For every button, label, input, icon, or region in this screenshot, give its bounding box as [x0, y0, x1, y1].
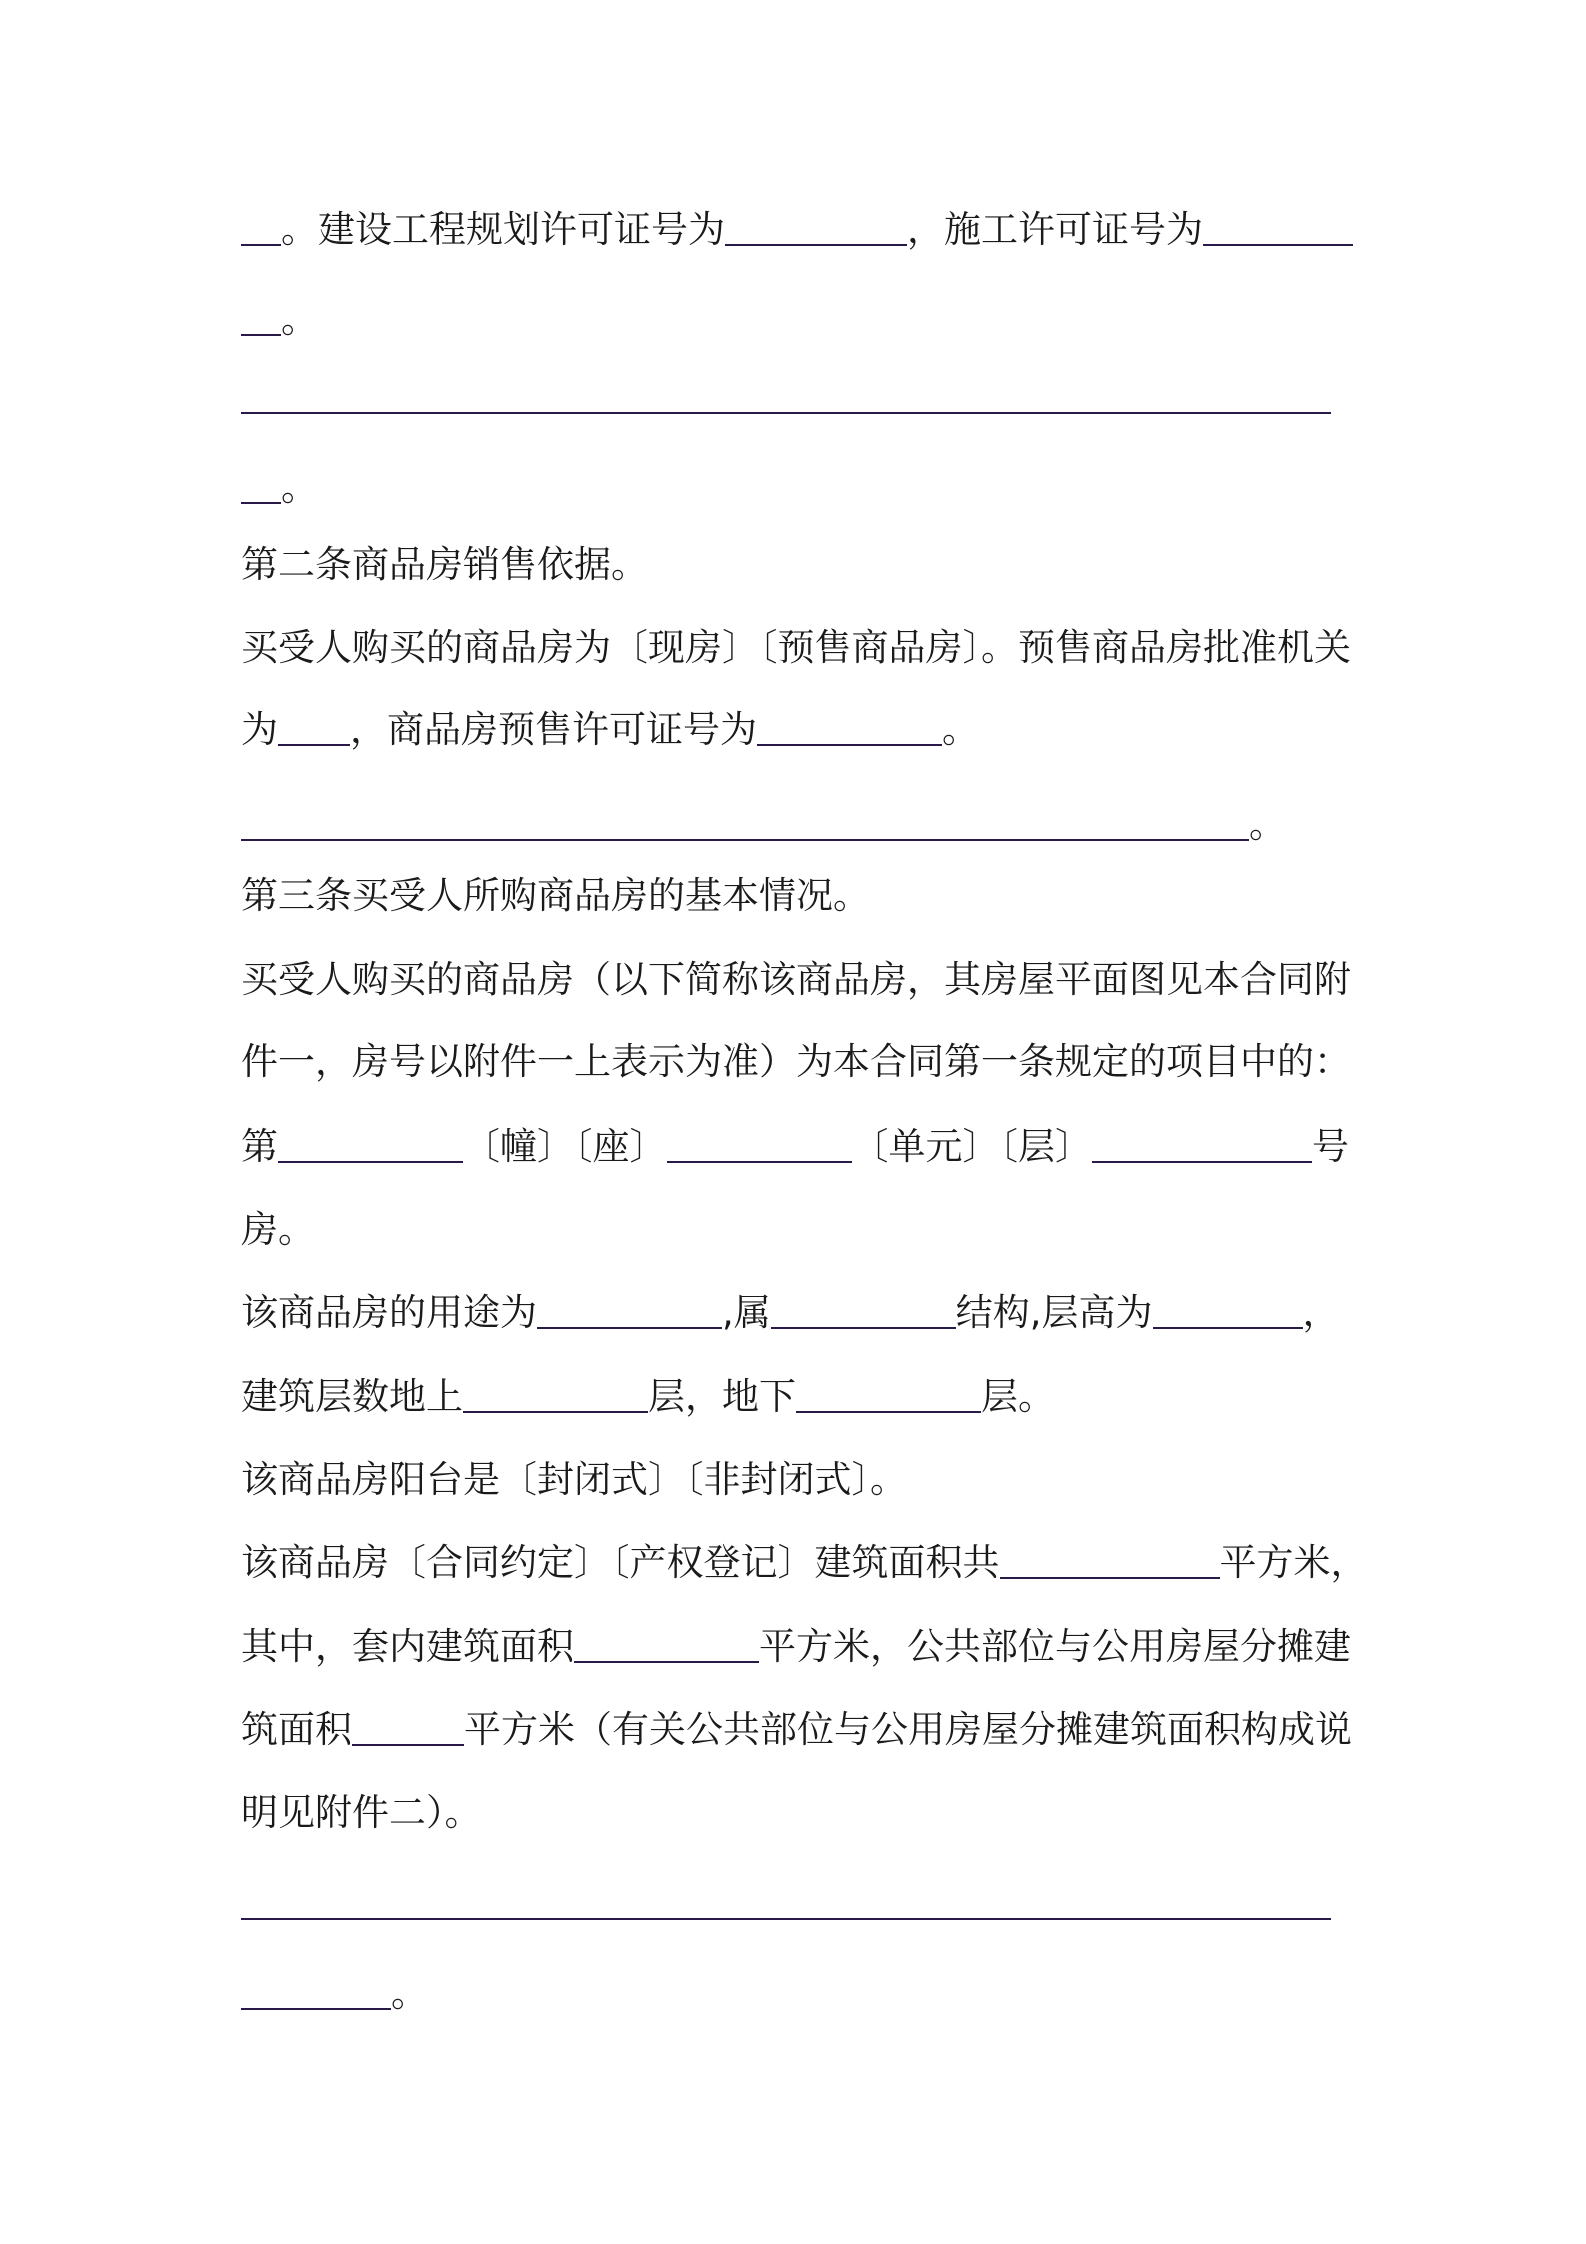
text-segment: 层。: [981, 1375, 1055, 1418]
text-line: [241, 1367, 1055, 1427]
text-line: [241, 1964, 428, 2024]
long-blank-rule[interactable]: [241, 412, 1331, 414]
fill-blank[interactable]: [796, 1371, 981, 1413]
text-segment: 。: [942, 708, 979, 751]
heading-text: 第三条买受人所购商品房的基本情况。: [241, 874, 870, 917]
text-segment: ，: [1302, 1291, 1340, 1334]
text-segment: ,属: [722, 1291, 771, 1334]
text-line: [241, 618, 1351, 678]
text-segment: 买受人购买的商品房为〔现房〕〔预售商品房〕。预售商品房批准机关: [241, 626, 1351, 669]
text-segment: 明见附件二）。: [241, 1791, 482, 1834]
fill-blank[interactable]: [537, 1287, 722, 1329]
fill-blank[interactable]: [241, 799, 1249, 841]
text-segment: 〔单元〕〔层〕: [851, 1125, 1092, 1168]
text-segment: 筑面积: [241, 1708, 352, 1751]
fill-blank[interactable]: [352, 1704, 464, 1746]
fill-blank[interactable]: [1153, 1287, 1303, 1329]
fill-blank[interactable]: [757, 704, 942, 746]
fill-blank[interactable]: [241, 462, 281, 504]
fill-blank[interactable]: [278, 1121, 463, 1163]
text-line: [241, 1450, 907, 1510]
text-line: [241, 290, 318, 350]
text-segment: 。建设工程规划许可证号为: [281, 208, 725, 251]
fill-blank[interactable]: [1000, 1537, 1220, 1579]
fill-blank[interactable]: [1203, 204, 1353, 246]
fill-blank[interactable]: [725, 204, 907, 246]
text-segment: 为: [241, 708, 278, 751]
text-segment: 该商品房的用途为: [241, 1291, 537, 1334]
text-line: [241, 1783, 482, 1843]
text-line: [241, 458, 318, 518]
text-line: [241, 1032, 1351, 1092]
text-line: [241, 950, 1351, 1010]
text-segment: 。: [391, 1972, 428, 2015]
article-heading: [241, 866, 870, 926]
text-segment: 买受人购买的商品房（以下简称该商品房，其房屋平面图见本合同附: [241, 958, 1351, 1001]
text-line: [241, 1533, 1368, 1593]
long-blank-rule[interactable]: [241, 1918, 1331, 1920]
fill-blank[interactable]: [241, 1968, 391, 2010]
fill-blank[interactable]: [241, 294, 281, 336]
text-segment: 其中，套内建筑面积: [241, 1625, 574, 1668]
fill-blank[interactable]: [241, 204, 281, 246]
text-segment: 件一，房号以附件一上表示为准）为本合同第一条规定的项目中的：: [241, 1040, 1351, 1083]
fill-blank[interactable]: [1092, 1121, 1312, 1163]
text-line: [241, 1117, 1349, 1177]
text-line: [241, 700, 979, 760]
text-segment: 该商品房〔合同约定〕〔产权登记〕建筑面积共: [241, 1541, 1000, 1584]
text-line: [241, 1200, 315, 1260]
text-segment: 号: [1312, 1125, 1349, 1168]
text-segment: 层，地下: [648, 1375, 796, 1418]
fill-blank[interactable]: [278, 704, 350, 746]
fill-blank[interactable]: [667, 1121, 852, 1163]
text-segment: 。: [281, 298, 318, 341]
text-segment: 结构,层高为: [955, 1291, 1153, 1334]
text-line: [241, 795, 1286, 855]
text-line: [241, 1700, 1352, 1760]
text-segment: 平方米（有关公共部位与公用房屋分摊建筑面积构成说: [464, 1708, 1352, 1751]
text-segment: ，商品房预售许可证号为: [350, 708, 757, 751]
text-segment: 平方米，公共部位与公用房屋分摊建: [759, 1625, 1351, 1668]
text-line: [241, 200, 1353, 260]
fill-blank[interactable]: [463, 1371, 648, 1413]
text-segment: 建筑层数地上: [241, 1375, 463, 1418]
heading-text: 第二条商品房销售依据。: [241, 543, 648, 586]
text-line: [241, 1283, 1340, 1343]
text-segment: ，施工许可证号为: [907, 208, 1203, 251]
text-line: [241, 1617, 1351, 1677]
text-segment: 。: [1249, 803, 1286, 846]
article-heading: [241, 535, 648, 595]
text-segment: 房。: [241, 1208, 315, 1251]
text-segment: 第: [241, 1125, 278, 1168]
text-segment: 〔幢〕〔座〕: [463, 1125, 667, 1168]
text-segment: 平方米，: [1219, 1541, 1368, 1584]
text-segment: 该商品房阳台是〔封闭式〕〔非封闭式〕。: [241, 1458, 907, 1501]
fill-blank[interactable]: [574, 1621, 759, 1663]
fill-blank[interactable]: [771, 1287, 956, 1329]
text-segment: 。: [281, 466, 318, 509]
